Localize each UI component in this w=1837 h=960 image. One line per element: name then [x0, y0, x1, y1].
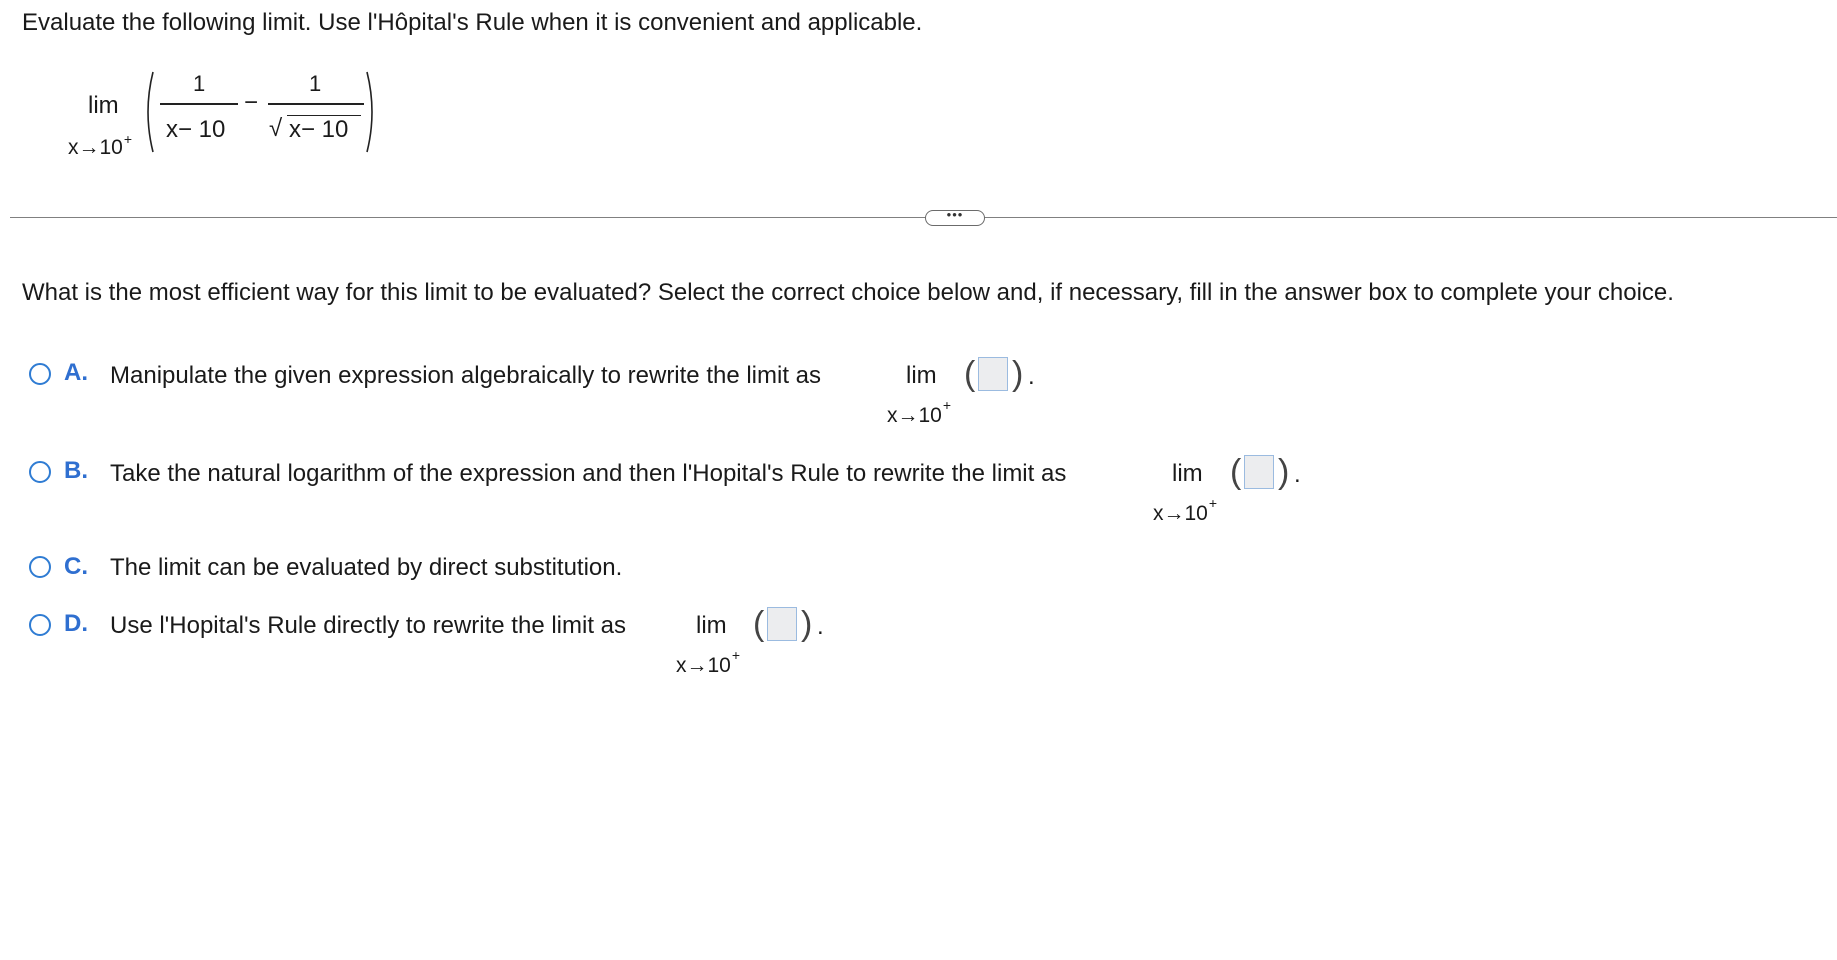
radio-icon[interactable]	[29, 614, 51, 636]
left-paren-glyph	[141, 70, 155, 154]
limit-approach: x→10+	[887, 397, 952, 427]
fraction1-bar	[160, 103, 238, 105]
fraction1-numerator: 1	[193, 71, 206, 96]
period: .	[817, 613, 824, 640]
radio-icon[interactable]	[29, 556, 51, 578]
limit-operator: lim	[88, 92, 119, 119]
right-paren-glyph: )	[1278, 453, 1290, 491]
fraction2-bar	[268, 103, 364, 105]
option-text[interactable]: Manipulate the given expression algebraically to rewrite the limit as	[110, 362, 822, 389]
limit-approach: x→10+	[676, 647, 741, 677]
option-letter: D.	[64, 610, 88, 637]
right-paren-glyph: )	[801, 605, 813, 643]
section-divider	[10, 217, 1837, 218]
option-letter: A.	[64, 359, 88, 386]
right-paren-glyph: )	[1012, 355, 1024, 393]
question-text: What is the most efficient way for this limit to be evaluated? Select the correct choice below and, if necessary, fill in the answer box to complete your choice.	[22, 279, 1674, 306]
answer-box[interactable]	[978, 357, 1008, 391]
more-dots-icon: •••	[946, 207, 964, 222]
option-text[interactable]: Take the natural logarithm of the expression and then l'Hopital's Rule to rewrite the limit as	[110, 460, 1067, 487]
period: .	[1028, 363, 1035, 390]
option-text[interactable]: Use l'Hopital's Rule directly to rewrite the limit as	[110, 612, 626, 639]
option-letter: B.	[64, 457, 88, 484]
option-text[interactable]: The limit can be evaluated by direct substitution.	[110, 554, 623, 581]
left-paren-glyph: (	[753, 605, 765, 643]
limit-approach: x→10+	[1153, 495, 1218, 525]
limit-operator: lim	[696, 612, 727, 639]
instruction-text: Evaluate the following limit. Use l'Hôpital's Rule when it is convenient and applicable.	[22, 9, 923, 36]
fraction1-denominator: x− 10	[166, 116, 226, 143]
left-paren-glyph: (	[1230, 453, 1242, 491]
limit-approach: x→10+	[68, 131, 133, 159]
fraction2-denominator: x− 10	[289, 116, 349, 143]
more-dots-button[interactable]	[925, 207, 985, 226]
answer-box[interactable]	[767, 607, 797, 641]
right-paren-glyph	[365, 70, 379, 154]
radio-icon[interactable]	[29, 461, 51, 483]
left-paren-glyph: (	[964, 355, 976, 393]
period: .	[1294, 461, 1301, 488]
fraction2-numerator: 1	[309, 71, 322, 96]
limit-operator: lim	[1172, 460, 1203, 487]
option-letter: C.	[64, 553, 88, 580]
radio-icon[interactable]	[29, 363, 51, 385]
limit-operator: lim	[906, 362, 937, 389]
minus-sign: −	[244, 89, 259, 116]
answer-box[interactable]	[1244, 455, 1274, 489]
radical-icon: √	[269, 115, 283, 142]
